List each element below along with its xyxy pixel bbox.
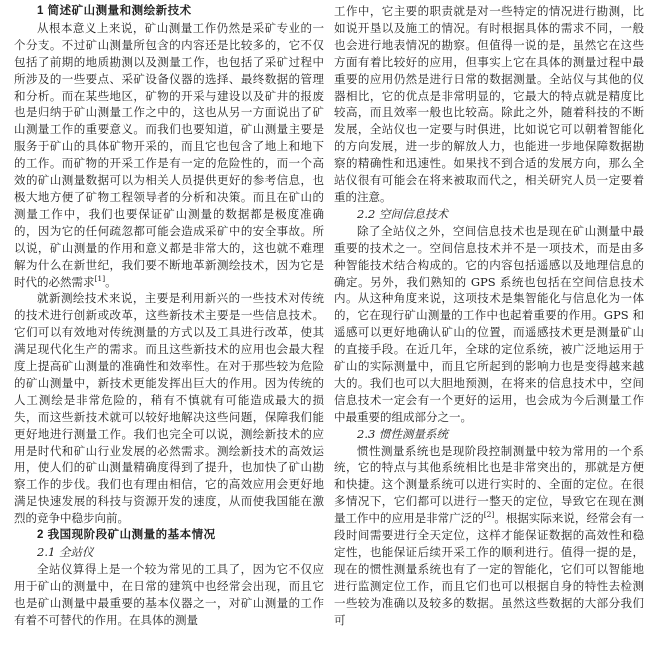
paragraph: 除了全站仪之外，空间信息技术也是现在矿山测量中最重要的技术之一。空间信息技术并不是一项技术，而是由多种智能技术结合构成的。它的内容包括遥感以及地理信息的确定。另外，我们熟知的 GPS 系统也包括在空间信息技术内。从这种角度来说，这项技术是集智能化与信息化为一体的，它在现行矿山测量的工作中也起着重要的作用。GPS 和遥感可以更好地确认矿山的位置，而遥感技术更是测量矿山的直接手段。在近几年，全球的定位系统，被广泛地运用于矿山的实际测量中，而且它所起到的影响力也是变得越来越大的。我们也可以大胆地预测，在将来的信息技术中，空间信息技术一定会有一个更好的运用，也会成为今后测量工作中最重要的组成部分之一。 [334,223,644,424]
subsection-heading: 2.1 全站仪 [37,545,94,559]
paragraph: 惯性测量系统也是现阶段控制测量中较为常用的一个系统，它的特点与其他系统相比也是非常突出的，那就是方便和快捷。这个测量系统可以进行实时的、全面的定位。在很多情况下，它们都可以进行一整天的定位，导致它在现在测量工作中的应用是非常广泛的[2]。根据实际来说，经常会有一段时间需要进行全天定位，这样才能保证数据的高效性和稳定性，也能保证后续开采工作的顺利进行。值得一提的是，现在的惯性测量系统也有了一定的智能化，它们可以智能地进行监测定位工作，而且它们也可以根据自身的特性去检测一些较为准确以及较多的数据。虽然这些数据的大部分我们可 [334,443,644,627]
paragraph: 从根本意义上来说，矿山测量工作仍然是采矿专业的一个分支。不过矿山测量所包含的内容还是比较多的，它不仅包括了前期的地质勘测以及测量工作，也包括了采矿过程中所涉及的一些要点、采矿设备仪器的选择、最终数据的管理和分析。而在某些地区，矿物的开采与建设以及矿井的报废也是归纳于矿山测量工作之中的，这也从另一方面说出了矿山测量工作的重要意义。而我们也要知道，矿山测量主要是服务于矿山的具体矿物开采的，而且它也包含了地上和地下的工作。而矿物的开采工作是有一定的危险性的，而一个高效的矿山测量数据可以为相关人员提供更好的参考信息，也极大地方便了矿物工程领导者的分析和决策。而且在矿山的测量工作中，我们也要保证矿山测量的数据都是极度准确的，因为它的任何疏忽都可能会造成采矿中的安全事故。所以说，矿山测量的作用和意义都是非常大的，这也就不难理解为什么在新世纪，我们要不断地革新测绘技术，因为它是时代的必然需求[1]。 [14,20,324,289]
paragraph: 工作中，它主要的职责就是对一些特定的情况进行勘测，比如说开垦以及施工的情况。有时根据具体的需求不同，一般也会进行地表情况的勘察。但值得一说的是，虽然它在这些方面有着比较好的应用，但事实上它在具体的测量过程中最重要的应用仍然是进行日常的数据测量。全站仪与其他的仪器相比，它的优点是非常明显的，它最大的特点就是精度比较高，而且效率一般也比较高。除此之外，随着科技的不断发展，全站仪也一定要与时俱进，比如说它可以朝着智能化的方向发展，进一步的解放人力，也能进一步地保障数据勘察的精确性和迅速性。如果找不到合适的发展方向，那么全站仪很有可能会在将来被取而代之，相关研究人员一定要着重的注意。 [334,4,644,204]
section-heading: 2 我国现阶段矿山测量的基本情况 [37,529,216,542]
text-column-left [14,3,324,658]
text-column-right [334,3,644,658]
paragraph: 就新测绘技术来说，主要是利用新兴的一些技术对传统的技术进行创新或改革，这些新技术主要是一些信息技术。它们可以有效地对传统测量的方式以及工具进行改革，使其满足现代化生产的需求。而且这些新技术的应用也会最大程度上提高矿山测量的准确性和效率性。在对于那些较为危险的矿山测量中，新技术更能发挥出巨大的作用。因为传统的人工测绘是非常危险的，稍有不慎就有可能造成最大的损失，而这些新技术就可以较好地解决这些问题，保障我们能更好地进行测量工作。我们也完全可以说，测绘新技术的应用是时代和矿山行业发展的必然需求。测绘新技术的高效运用，使人们的矿山测量精确度得到了提升，也加快了矿山勘察工作的步伐。我们也有理由相信，它的高效应用会更好地满足快速发展的科技与资源开发的速度，从而使我国能在激烈的竞争中稳步向前。 [14,291,324,526]
paragraph: 全站仪算得上是一个较为常见的工具了，因为它不仅应用于矿山的测量中，在日常的建筑中也经常会出现，而且它也是矿山测量中最重要的基本仪器之一，对矿山测量的工作有着不可替代的作用。在具体的测量 [14,561,324,627]
citation-marker: [1] [94,273,106,283]
section-heading: 1 简述矿山测量和测绘新技术 [37,5,192,17]
citation-marker: [2] [483,510,495,520]
subsection-heading: 2.3 惯性测量系统 [357,426,448,441]
subsection-heading: 2.2 空间信息技术 [357,206,448,221]
